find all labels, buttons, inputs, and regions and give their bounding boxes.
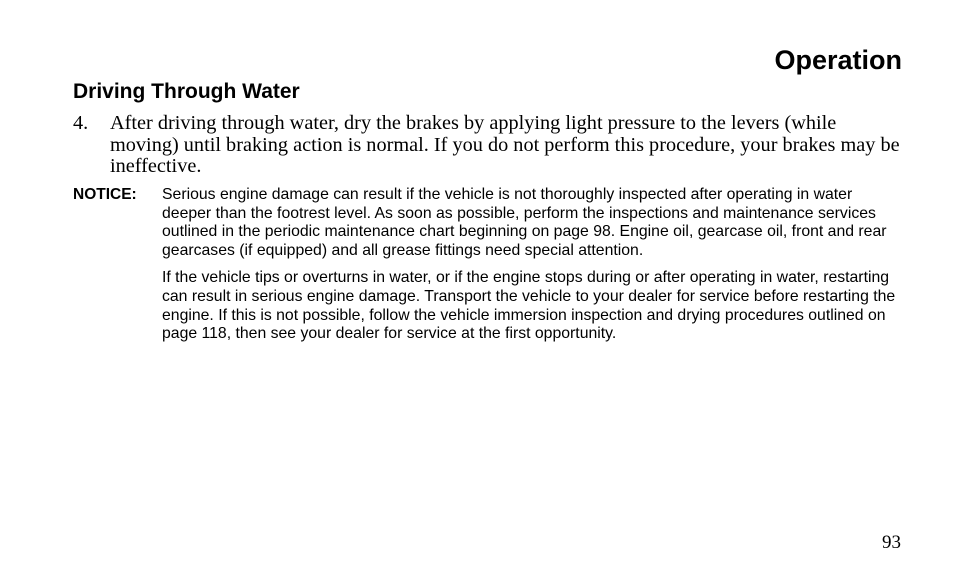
notice-paragraph: Serious engine damage can result if the vehicle is not thoroughly inspected after operating in water deeper than the footrest level. As soon as possible, perform the inspections and maintenance services outlined in the periodic maintenance chart beginning on page 98. Engine oil, gearcase oil, front and rear gearcases (if equipped) and all grease fittings need special attention. [162, 186, 887, 259]
subsection-title: Driving Through Water [73, 80, 300, 103]
step-text: After driving through water, dry the brakes by applying light pressure to the levers (while moving) until braking action is normal. If you do not perform this procedure, your brakes may be ineffective. [110, 112, 900, 177]
page-number: 93 [882, 532, 901, 553]
notice-body [162, 186, 899, 344]
notice-block [73, 186, 899, 353]
notice-label: NOTICE: [73, 186, 137, 203]
notice-paragraph: If the vehicle tips or overturns in water, or if the engine stops during or after operating in water, restarting can result in serious engine damage. Transport the vehicle to your dealer for service before restarting the engine. If this is not possible, follow the vehicle immersion inspection and drying procedures outlined on page 118, then see your dealer for service at the first opportunity. [162, 269, 896, 343]
numbered-step [73, 113, 903, 178]
section-title: Operation [774, 45, 902, 75]
step-number: 4. [73, 112, 89, 134]
